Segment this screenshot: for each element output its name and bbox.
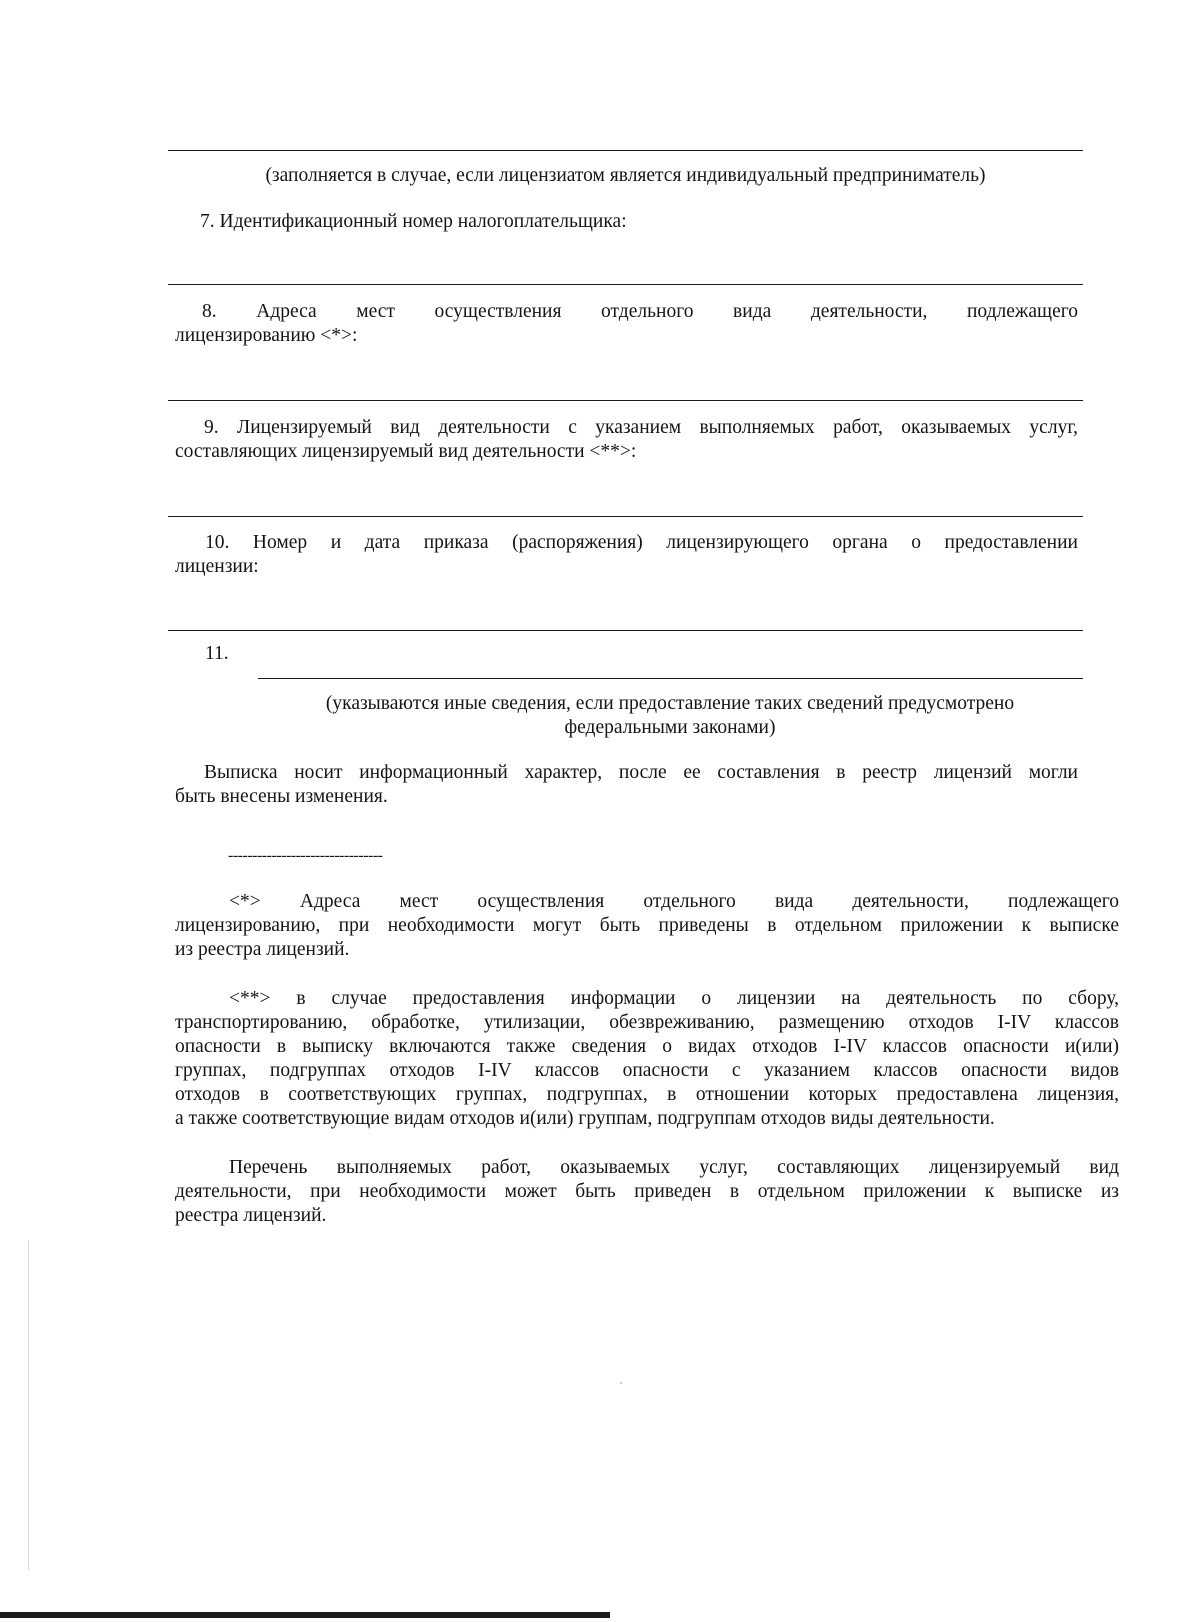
- footnote-3-line-3: реестра лицензий.: [175, 1205, 327, 1226]
- item-11-note-line-2: федеральными законами): [564, 717, 776, 738]
- scan-speck: [620, 1382, 622, 1384]
- item-10-line-2: лицензии:: [175, 556, 259, 577]
- scan-edge-left: [28, 1240, 29, 1570]
- footnote-2-line-1: <**> в случае предоставления информации о лицензии на деятельность по сбору,: [229, 988, 1119, 1009]
- fill-line-item-7: [168, 284, 1083, 285]
- footnote-1-line-3: из реестра лицензий.: [175, 939, 350, 960]
- fill-line-top: [168, 150, 1083, 151]
- fill-line-item-9: [168, 516, 1083, 517]
- footnote-3-line-2: деятельности, при необходимости может быть приведен в отдельном приложении к выписке из: [175, 1181, 1119, 1202]
- footnote-3-line-1: Перечень выполняемых работ, оказываемых услуг, составляющих лицензируемый вид: [229, 1157, 1119, 1178]
- fill-line-item-11: [258, 678, 1083, 679]
- item-9-line-1: 9. Лицензируемый вид деятельности с указанием выполняемых работ, оказываемых услуг,: [204, 417, 1078, 438]
- footnote-2-line-6: а также соответствующие видам отходов и(или) группам, подгруппам отходов виды деятельности.: [175, 1108, 995, 1129]
- footnote-2-line-4: группах, подгруппах отходов I-IV классов опасности с указанием классов опасности видов: [175, 1060, 1119, 1081]
- disclaimer-line-2: быть внесены изменения.: [175, 786, 388, 807]
- item-7-label: 7. Идентификационный номер налогоплательщика:: [200, 211, 627, 232]
- item-9-line-2: составляющих лицензируемый вид деятельности <**>:: [175, 441, 637, 462]
- footnote-separator: --------------------------------: [228, 847, 383, 864]
- footnote-1-line-2: лицензированию, при необходимости могут быть приведены в отдельном приложении к выписке: [175, 915, 1119, 936]
- item-11-note-line-1: (указываются иные сведения, если предоставление таких сведений предусмотрено: [325, 693, 1015, 714]
- footnote-2-line-5: отходов в соответствующих группах, подгруппах, в отношении которых предоставлена лицензия,: [175, 1084, 1119, 1105]
- item-8-line-2: лицензированию <*>:: [175, 325, 358, 346]
- item-11-number: 11.: [205, 643, 229, 664]
- footnote-2-line-2: транспортированию, обработке, утилизации, обезвреживанию, размещению отходов I-IV классов: [175, 1012, 1119, 1033]
- disclaimer-line-1: Выписка носит информационный характер, после ее составления в реестр лицензий могли: [204, 762, 1078, 783]
- scan-edge-bottom: [0, 1612, 610, 1618]
- item-8-line-1: 8. Адреса мест осуществления отдельного вида деятельности, подлежащего: [202, 301, 1078, 322]
- fill-line-item-8: [168, 400, 1083, 401]
- footnote-2-line-3: опасности в выписку включаются также сведения о видах отходов I-IV классов опасности и(или): [175, 1036, 1119, 1057]
- item-10-line-1: 10. Номер и дата приказа (распоряжения) лицензирующего органа о предоставлении: [205, 532, 1078, 553]
- fill-line-item-10: [168, 630, 1083, 631]
- header-note: (заполняется в случае, если лицензиатом является индивидуальный предприниматель): [265, 165, 986, 186]
- footnote-1-line-1: <*> Адреса мест осуществления отдельного вида деятельности, подлежащего: [229, 891, 1119, 912]
